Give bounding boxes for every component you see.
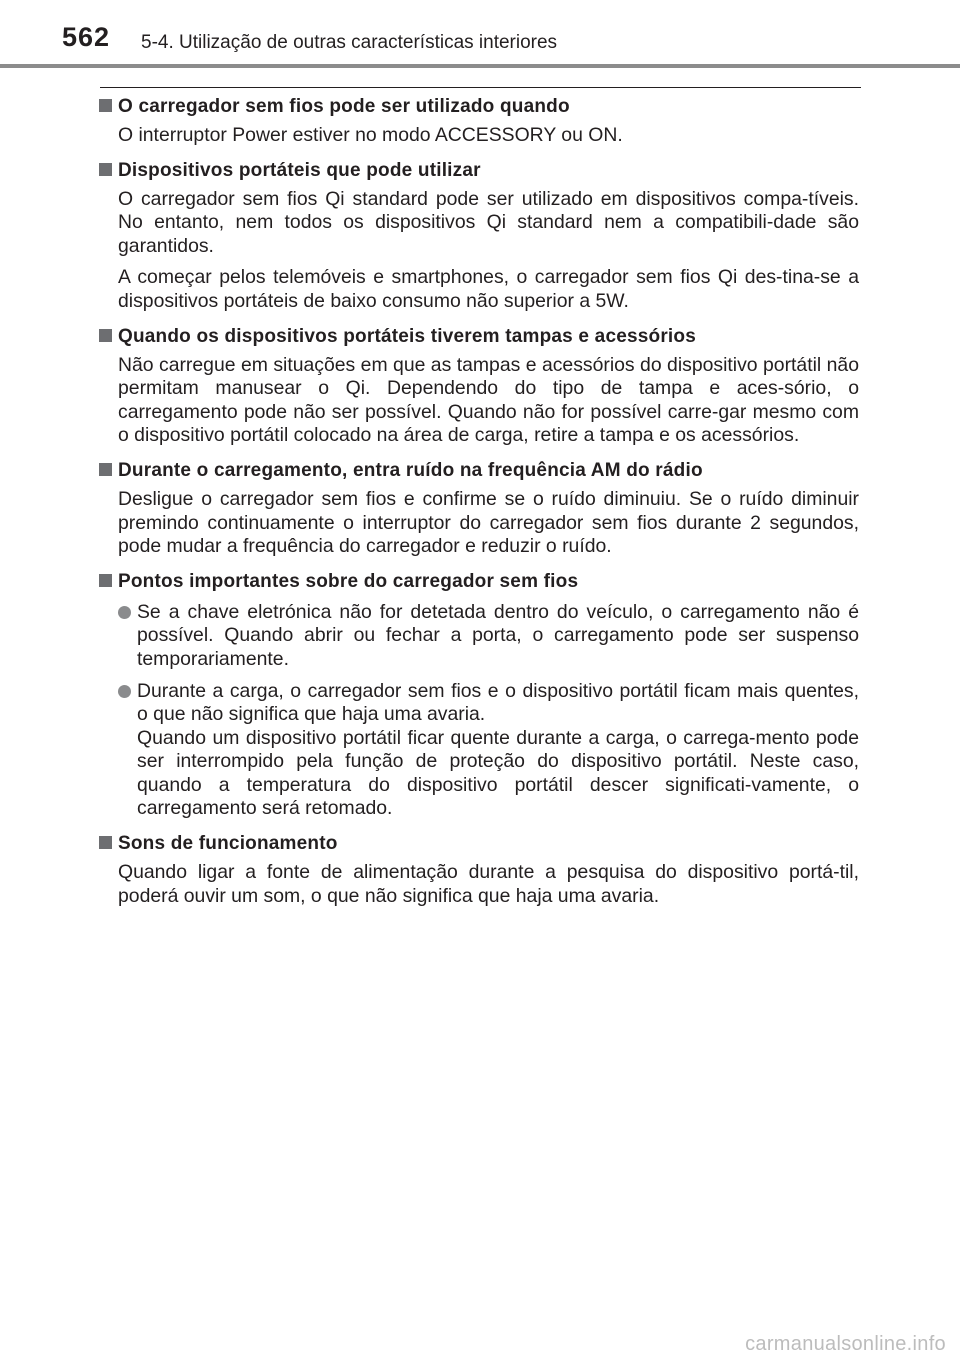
section-usage-conditions xyxy=(99,94,859,148)
section-important-points xyxy=(99,569,859,821)
list-item xyxy=(118,680,859,822)
square-bullet-icon xyxy=(99,163,112,176)
paragraph: Desligue o carregador sem fios e confirme se o ruído diminuiu. Se o ruído diminuir premindo continuamente o interruptor do carregador sem fios durante 2 segundos, pode mudar a frequência do carregador e reduzir o ruído. xyxy=(118,487,859,558)
circle-bullet-icon xyxy=(118,685,131,698)
section-heading-text: Sons de funcionamento xyxy=(118,833,338,855)
section-am-noise xyxy=(99,458,859,559)
square-bullet-icon xyxy=(99,836,112,849)
list-item-text: Durante a carga, o carregador sem fios e o dispositivo portátil ficam mais quentes, o que não significa que haja uma avaria. xyxy=(137,679,859,726)
page-header xyxy=(0,0,960,72)
section-heading-text: Dispositivos portáteis que pode utilizar xyxy=(118,159,481,181)
chapter-title: 5-4. Utilização de outras características interiores xyxy=(141,32,558,53)
list-item-text: Se a chave eletrónica não for detetada dentro do veículo, o carregamento não é possível. Quando abrir ou fechar a porta, o carregamento pode ser suspenso temporariamente. xyxy=(137,600,859,670)
paragraph: A começar pelos telemóveis e smartphones, o carregador sem fios Qi des-tina-se a dispositivos portáteis de baixo consumo não superior a 5W. xyxy=(118,266,859,312)
section-heading xyxy=(99,94,859,120)
section-heading-text: Pontos importantes sobre do carregador sem fios xyxy=(118,570,579,592)
paragraph: Não carregue em situações em que as tampas e acessórios do dispositivo portátil não permitam manusear o Qi. Dependendo do tipo de tampa e aces-sório, o carregamento pode não ser possível. Quando não for possível carre-gar mesmo com o dispositivo portátil colocado na área de carga, retire a tampa e os acessórios. xyxy=(118,353,859,447)
page-content xyxy=(99,94,859,918)
section-heading xyxy=(99,324,859,350)
square-bullet-icon xyxy=(99,329,112,342)
paragraph: O interruptor Power estiver no modo ACCESSORY ou ON. xyxy=(118,124,623,146)
square-bullet-icon xyxy=(99,99,112,112)
section-heading xyxy=(99,569,859,595)
section-covers-accessories xyxy=(99,324,859,448)
list-item-text: Quando um dispositivo portátil ficar quente durante a carga, o carrega-mento pode ser interrompido pela função de proteção do dispositivo portátil. Neste caso, quando a temperatura do dispositivo portátil descer significati-vamente, o carregamento será retomado. xyxy=(137,726,859,820)
watermark: carmanualsonline.info xyxy=(745,1333,946,1355)
section-heading xyxy=(99,831,859,857)
square-bullet-icon xyxy=(99,574,112,587)
section-operating-sounds xyxy=(99,831,859,908)
section-heading xyxy=(99,158,859,184)
section-heading xyxy=(99,458,859,484)
list-item xyxy=(118,601,859,672)
paragraph: Quando ligar a fonte de alimentação durante a pesquisa do dispositivo portá-til, poderá ouvir um som, o que não significa que haja uma avaria. xyxy=(118,861,859,907)
section-divider xyxy=(100,87,861,88)
section-heading-text: Quando os dispositivos portáteis tiverem tampas e acessórios xyxy=(118,325,696,347)
header-rule xyxy=(0,64,960,68)
page-number: 562 xyxy=(62,22,111,52)
paragraph: O carregador sem fios Qi standard pode ser utilizado em dispositivos compa-tíveis. No entanto, nem todos os dispositivos Qi standard nem a compatibili-dade são garantidos. xyxy=(118,187,859,257)
section-heading-text: Durante o carregamento, entra ruído na frequência AM do rádio xyxy=(118,459,703,481)
circle-bullet-icon xyxy=(118,606,131,619)
section-compatible-devices xyxy=(99,158,859,314)
square-bullet-icon xyxy=(99,463,112,476)
section-heading-text: O carregador sem fios pode ser utilizado quando xyxy=(118,96,570,117)
